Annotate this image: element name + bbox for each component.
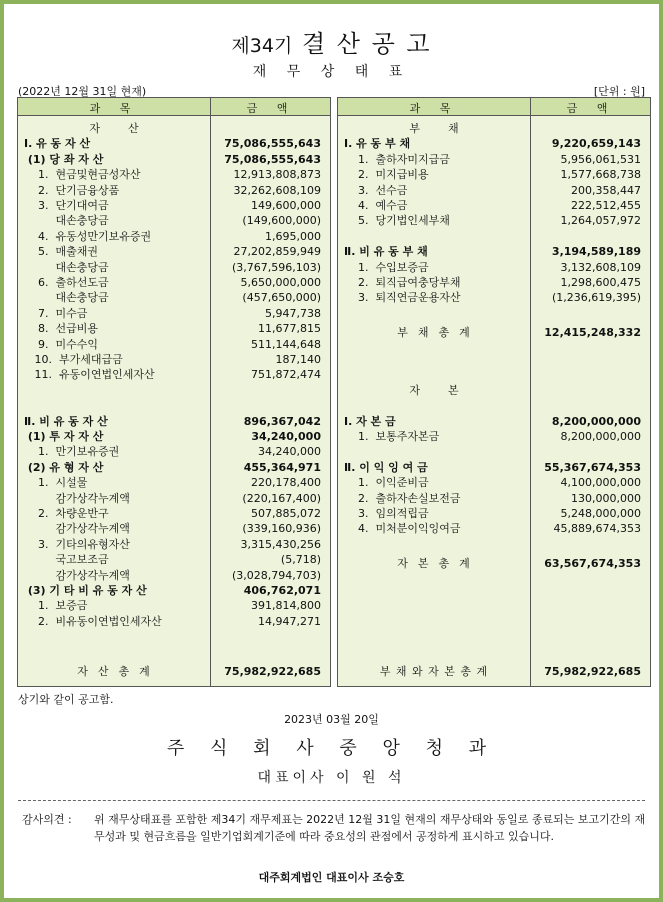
table-row xyxy=(338,598,650,613)
row-amount: (1,236,619,395) xyxy=(551,291,641,305)
row-label: 6. 출하선도금 xyxy=(24,276,109,289)
table-row xyxy=(18,275,330,290)
row-label: 자 본 총 계 xyxy=(397,557,471,571)
row-amount: 8,200,000,000 xyxy=(560,430,641,443)
row-label: Ⅱ. 비 유 동 자 산 xyxy=(24,414,108,428)
row-label: 2. 미지급비용 xyxy=(344,168,429,182)
row-label: 4. 미처분이익잉여금 xyxy=(344,522,461,536)
row-amount: 34,240,000 xyxy=(258,445,321,459)
row-amount: 1,577,668,738 xyxy=(560,168,641,182)
row-label: 4. 예수금 xyxy=(344,199,408,212)
table-row xyxy=(18,491,330,506)
row-label: (3) 기 타 비 유 동 자 산 xyxy=(24,584,147,597)
row-label: 3. 단기대여금 xyxy=(24,199,109,212)
table-row xyxy=(338,444,650,459)
row-label: 감가상각누계액 xyxy=(24,491,130,505)
row-amount: 4,100,000,000 xyxy=(560,476,641,490)
table-row xyxy=(18,506,330,521)
row-label: Ⅰ. 자 본 금 xyxy=(344,414,396,428)
row-amount: 896,367,042 xyxy=(243,414,321,428)
table-row xyxy=(338,398,650,413)
row-label: 1. 이익준비금 xyxy=(344,476,429,490)
liabilities-table xyxy=(337,97,651,687)
row-amount: 45,889,674,353 xyxy=(553,522,641,536)
table-row xyxy=(18,629,330,644)
assets-table xyxy=(17,97,331,687)
row-amount: (149,600,000) xyxy=(242,214,321,228)
table-row xyxy=(18,306,330,321)
row-amount: 75,086,555,643 xyxy=(224,152,321,166)
table-row xyxy=(338,583,650,598)
row-label: 3. 선수금 xyxy=(344,183,408,197)
row-label: 8. 선급비용 xyxy=(24,322,98,336)
row-label: 감가상각누계액 xyxy=(24,522,130,536)
table-row xyxy=(338,229,650,244)
table-row xyxy=(338,664,650,679)
liabilities-table-header xyxy=(338,98,650,116)
table-row xyxy=(18,475,330,490)
row-amount: 455,364,971 xyxy=(243,460,321,474)
table-row xyxy=(338,275,650,290)
table-row xyxy=(18,152,330,167)
divider xyxy=(18,800,645,801)
row-amount: (3,767,596,103) xyxy=(231,260,321,274)
table-row xyxy=(338,629,650,644)
table-row xyxy=(338,491,650,506)
row-amount: 406,762,071 xyxy=(243,584,321,597)
row-amount: 32,262,608,109 xyxy=(233,183,321,197)
row-label: 1. 보증금 xyxy=(24,599,88,613)
row-label: 1. 보통주자본금 xyxy=(344,430,440,443)
table-row xyxy=(18,136,330,151)
row-amount: 1,695,000 xyxy=(265,229,321,243)
table-row xyxy=(18,664,330,679)
row-amount: 507,885,072 xyxy=(251,507,321,520)
assets-table-body xyxy=(18,116,330,686)
unit-label: [단위 : 원] xyxy=(593,85,645,98)
table-row xyxy=(338,152,650,167)
as-of-date: (2022년 12월 31일 현재) xyxy=(18,85,147,98)
table-row xyxy=(18,183,330,198)
table-row xyxy=(18,429,330,444)
row-label: 2. 차량운반구 xyxy=(24,507,109,520)
row-amount: 3,194,589,189 xyxy=(551,245,641,259)
date-line xyxy=(18,83,645,97)
row-amount: 63,567,674,353 xyxy=(544,557,641,571)
table-row xyxy=(338,136,650,151)
row-amount: 5,947,738 xyxy=(265,306,321,320)
table-row xyxy=(338,414,650,429)
row-label: 부 채 xyxy=(409,122,459,135)
row-amount: 8,200,000,000 xyxy=(551,414,641,428)
row-amount: 511,144,648 xyxy=(251,337,321,351)
table-row xyxy=(18,367,330,382)
table-row xyxy=(18,537,330,552)
table-row xyxy=(18,352,330,367)
row-amount: 75,982,922,685 xyxy=(544,665,641,678)
table-row xyxy=(338,244,650,259)
table-row xyxy=(338,429,650,444)
row-label: 대손충당금 xyxy=(24,260,109,274)
notice-text: 상기와 같이 공고함. xyxy=(18,693,114,706)
amount-column-header: 금 액 xyxy=(566,102,616,115)
row-label: 1. 출하자미지급금 xyxy=(344,152,450,166)
table-row xyxy=(338,260,650,275)
amount-column-header: 금 액 xyxy=(246,102,296,115)
table-row xyxy=(338,645,650,660)
row-amount: 12,913,808,873 xyxy=(233,168,321,182)
table-row xyxy=(338,506,650,521)
row-label: 11. 유동이연법인세자산 xyxy=(24,368,155,382)
row-label: 1. 현금및현금성자산 xyxy=(24,168,141,182)
row-amount: 5,650,000,000 xyxy=(240,276,321,289)
row-amount: 27,202,859,949 xyxy=(233,245,321,259)
row-label: 1. 시설물 xyxy=(24,476,88,490)
row-label: 7. 미수금 xyxy=(24,306,88,320)
row-label: 부 채 와 자 본 총 계 xyxy=(379,665,489,678)
announcement-date: 2023년 03월 20일 xyxy=(284,713,379,726)
table-row xyxy=(338,367,650,382)
table-row xyxy=(18,383,330,398)
row-amount: 222,512,455 xyxy=(571,199,641,212)
row-label: 부 채 총 계 xyxy=(397,326,471,340)
table-row xyxy=(338,460,650,475)
row-amount: 55,367,674,353 xyxy=(544,460,641,474)
row-amount: 11,677,815 xyxy=(258,322,321,336)
table-row xyxy=(338,290,650,305)
table-row xyxy=(18,583,330,598)
table-row xyxy=(338,383,650,398)
table-row xyxy=(338,537,650,552)
table-row xyxy=(18,260,330,275)
row-label: 대손충당금 xyxy=(24,291,109,305)
row-label: 2. 퇴직급여충당부채 xyxy=(344,276,461,289)
row-amount: 220,178,400 xyxy=(251,476,321,490)
table-row xyxy=(338,614,650,629)
assets-table-header xyxy=(18,98,330,116)
row-amount: (5,718) xyxy=(280,553,321,567)
table-row xyxy=(338,213,650,228)
row-label: Ⅱ. 비 유 동 부 채 xyxy=(344,245,428,259)
row-amount: (339,160,936) xyxy=(242,522,321,536)
table-row xyxy=(18,290,330,305)
table-row xyxy=(18,337,330,352)
table-row xyxy=(338,121,650,136)
table-row xyxy=(18,460,330,475)
table-row xyxy=(18,167,330,182)
table-row xyxy=(338,352,650,367)
table-row xyxy=(338,521,650,536)
table-row xyxy=(18,121,330,136)
period-label: 제34기 xyxy=(231,35,293,57)
company-name: 주 식 회 사 중 앙 청 과 xyxy=(166,738,497,759)
ceo-name: 대표이사 이 원 석 xyxy=(257,770,406,786)
row-label: 자 본 xyxy=(409,383,459,397)
table-row xyxy=(338,183,650,198)
table-row xyxy=(338,568,650,583)
statement-subtitle: 재 무 상 태 표 xyxy=(252,64,411,80)
table-row xyxy=(18,321,330,336)
table-row xyxy=(18,552,330,567)
row-label: Ⅰ. 유 동 부 채 xyxy=(344,137,411,151)
table-row xyxy=(18,614,330,629)
row-amount: 149,600,000 xyxy=(251,199,321,212)
row-label: 국고보조금 xyxy=(24,553,109,567)
row-label: 자 산 총 계 xyxy=(77,665,151,678)
table-row xyxy=(338,167,650,182)
row-amount: 9,220,659,143 xyxy=(551,137,641,151)
row-amount: 12,415,248,332 xyxy=(544,326,641,340)
row-label: (1) 당 좌 자 산 xyxy=(24,152,104,166)
audit-heading: 감사의견 : xyxy=(22,813,72,826)
table-row xyxy=(338,306,650,321)
page-title xyxy=(0,24,663,59)
row-amount: 200,358,447 xyxy=(571,183,641,197)
auditor-name: 대주회계법인 대표이사 조승호 xyxy=(258,871,405,884)
table-row xyxy=(18,444,330,459)
row-amount: 34,240,000 xyxy=(251,430,321,443)
table-row xyxy=(18,645,330,660)
row-amount: 391,814,800 xyxy=(251,599,321,613)
row-amount: 130,000,000 xyxy=(571,491,641,505)
row-amount: 187,140 xyxy=(275,353,321,366)
row-label: 3. 퇴직연금운용자산 xyxy=(344,291,461,305)
row-amount: 5,956,061,531 xyxy=(560,152,641,166)
row-label: 5. 매출채권 xyxy=(24,245,98,259)
row-amount: (457,650,000) xyxy=(242,291,321,305)
row-amount: 1,264,057,972 xyxy=(560,214,641,228)
table-row xyxy=(338,198,650,213)
row-label: 자 산 xyxy=(89,122,139,135)
row-label: Ⅱ. 이 익 잉 여 금 xyxy=(344,460,428,474)
table-row xyxy=(18,229,330,244)
table-row xyxy=(18,568,330,583)
row-amount: (3,028,794,703) xyxy=(231,568,321,582)
row-amount: 3,315,430,256 xyxy=(240,537,321,551)
row-label: (2) 유 형 자 산 xyxy=(24,460,104,474)
item-column-header: 과 목 xyxy=(409,102,459,115)
title-text: 결 산 공 고 xyxy=(301,30,432,58)
row-label: 대손충당금 xyxy=(24,214,109,228)
row-label: Ⅰ. 유 동 자 산 xyxy=(24,137,91,151)
row-label: 1. 수입보증금 xyxy=(344,260,429,274)
row-label: 1. 만기보유증권 xyxy=(24,445,120,459)
row-amount: 75,086,555,643 xyxy=(224,137,321,151)
row-amount: (220,167,400) xyxy=(242,491,321,505)
table-row xyxy=(18,244,330,259)
row-amount: 3,132,608,109 xyxy=(560,260,641,274)
row-amount: 14,947,271 xyxy=(258,614,321,628)
table-row xyxy=(18,521,330,536)
row-amount: 751,872,474 xyxy=(251,368,321,382)
row-label: 3. 임의적립금 xyxy=(344,507,429,520)
table-row xyxy=(18,213,330,228)
table-row xyxy=(338,475,650,490)
row-label: 2. 비유동이연법인세자산 xyxy=(24,614,162,628)
table-row xyxy=(18,398,330,413)
row-label: 4. 유동성만기보유증권 xyxy=(24,229,152,243)
row-amount: 5,248,000,000 xyxy=(560,507,641,520)
table-row xyxy=(338,337,650,352)
row-label: (1) 투 자 자 산 xyxy=(24,430,104,443)
row-label: 3. 기타의유형자산 xyxy=(24,537,130,551)
table-row xyxy=(18,414,330,429)
row-amount: 1,298,600,475 xyxy=(560,276,641,289)
row-label: 2. 출하자손실보전금 xyxy=(344,491,461,505)
table-row xyxy=(18,598,330,613)
row-label: 9. 미수수익 xyxy=(24,337,98,351)
table-row xyxy=(18,198,330,213)
row-label: 감가상각누계액 xyxy=(24,568,130,582)
liabilities-table-body xyxy=(338,116,650,686)
row-amount: 75,982,922,685 xyxy=(224,665,321,678)
row-label: 10. 부가세대급금 xyxy=(24,353,123,366)
row-label: 5. 당기법인세부채 xyxy=(344,214,450,228)
item-column-header: 과 목 xyxy=(89,102,139,115)
audit-text: 위 재무상태표를 포함한 제34기 재무제표는 2022년 12월 31일 현재의 재무상태와 동일로 종료되는 보고기간의 재무성과 및 현금흐름을 일반기업회계기준에 따라 중요성의 관점에서 공정하게 표시하고 있습니다. xyxy=(94,813,646,843)
row-label: 2. 단기금융상품 xyxy=(24,183,120,197)
